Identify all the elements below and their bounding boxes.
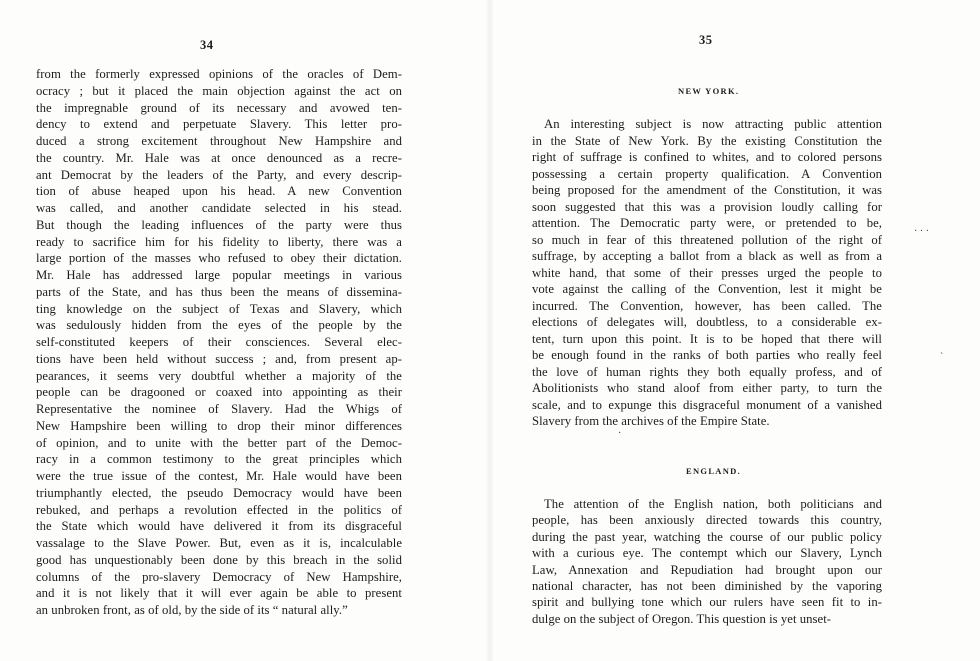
text-line: during the past year, watching the course of our public policy: [532, 529, 882, 544]
text-line: duced a strong excitement throughout New Hampshire and: [36, 134, 402, 148]
text-line: elections of delegates will, doubtless, to a considerable ex-: [532, 315, 882, 329]
text-line: triumphantly elected, the pseudo Democracy would have been: [36, 485, 402, 500]
text-line: from the formerly expressed opinions of the oracles of Dem-: [36, 67, 402, 81]
text-line: New Hampshire been willing to drop their minor differences: [36, 418, 402, 433]
text-line: dulge on the subject of Oregon. This question is yet unset-: [532, 611, 832, 626]
ink-speck-mark: ·: [618, 428, 622, 439]
text-line: tion of abuse heaped upon his head. A new Convention: [36, 184, 402, 199]
text-line: suffrage, by accepting a ballot from a black as well as from a: [532, 249, 882, 263]
text-line: the impregnable ground of its necessary and avowed ten-: [36, 100, 402, 115]
text-line: self-constituted keepers of their consciences. Several elec-: [36, 335, 402, 349]
text-line: the country. Mr. Hale was at once denounced as a recre-: [36, 150, 402, 165]
text-line: An interesting subject is now attracting public attention: [544, 117, 882, 131]
text-line: Slavery from the archives of the Empire State.: [532, 414, 770, 428]
text-line: ant Democrat by the leaders of the Party, and every descrip-: [36, 167, 402, 182]
text-line: Representative the nominee of Slavery. Had the Whigs of: [36, 402, 402, 416]
text-line: spirit and bullying tone which our rulers have seen fit to in-: [532, 595, 882, 610]
text-line: and it is not likely that it will ever again be able to present: [36, 586, 402, 601]
text-line: tent, turn upon this point. It is to be hoped that there will: [532, 331, 882, 346]
text-line: Law, Annexation and Repudiation had brought upon our: [532, 562, 882, 577]
text-line: scale, and to expunge this disgraceful monument of a vanished: [532, 397, 882, 412]
page-number: 35: [699, 33, 713, 47]
text-line: parts of the State, and has thus been the means of dissemina-: [36, 284, 402, 299]
text-line: attention. The Democratic party were, or pretended to be,: [532, 216, 882, 230]
text-line: good has unquestionably been done by this breach in the solid: [36, 552, 402, 567]
text-line: so much in fear of this threatened pollution of the right of: [532, 232, 882, 247]
text-line: Mr. Hale has addressed large popular meetings in various: [36, 268, 402, 282]
text-line: white hand, that some of their presses urged the people to: [532, 265, 882, 280]
text-line: national character, has not been diminished by the vaporing: [532, 579, 882, 593]
ink-speck-mark: · · ·: [914, 226, 929, 237]
text-line: ready to sacrifice him for his fidelity to liberty, there was a: [36, 234, 402, 249]
text-line: people, has been anxiously directed towards this country,: [532, 513, 882, 528]
text-line: of opinion, and to unite with the better part of the Democ-: [36, 435, 402, 450]
text-line: Abolitionists who stand aloof from either party, to turn the: [532, 381, 882, 395]
text-line: was sedulously hidden from the eyes of the people by the: [36, 318, 402, 333]
text-line: large portion of the masses who refused to obey their dictation.: [36, 251, 402, 266]
text-line: pearances, it seems very doubtful whether a majority of the: [36, 368, 402, 383]
text-line: But though the leading influences of the party were thus: [36, 217, 402, 232]
text-line: was called, and another candidate selected in his stead.: [36, 201, 402, 215]
right-page: [490, 0, 980, 661]
text-line: right of suffrage is confined to whites, and to colored persons: [532, 150, 882, 164]
text-line: incurred. The Convention, however, has been called. The: [532, 298, 882, 313]
section-heading-england: ENGLAND.: [686, 466, 742, 476]
text-line: being proposed for the amendment of the Constitution, it was: [532, 183, 882, 197]
text-line: ocracy ; but it placed the main objection against the act on: [36, 83, 402, 98]
text-line: an unbroken front, as of old, by the side of its “ natural ally.”: [36, 603, 348, 617]
text-line: The attention of the English nation, both politicians and: [544, 497, 882, 511]
text-line: the love of human rights they both equally profess, and of: [532, 364, 882, 379]
section-heading-new-york: NEW YORK.: [678, 86, 740, 96]
text-line: in the State of New York. By the existing Constitution the: [532, 133, 882, 148]
text-line: vote against the calling of the Convention, lest it might be: [532, 282, 882, 296]
text-line: vassalage to the Slave Power. But, even as it is, incalculable: [36, 536, 402, 550]
text-line: racy in a common testimony to the great principles which: [36, 452, 402, 467]
text-line: soon suggested that this was a provision loudly calling for: [532, 199, 882, 214]
text-line: dency to extend and perpetuate Slavery. This letter pro-: [36, 117, 402, 132]
text-line: be enough found in the ranks of both parties who really feel: [532, 348, 882, 362]
text-line: with a curious eye. The contempt which our Slavery, Lynch: [532, 546, 882, 561]
text-line: ting knowledge on the subject of Texas and Slavery, which: [36, 301, 402, 316]
text-line: tions have been held without success ; and, from present ap-: [36, 351, 402, 366]
text-line: the State which would have delivered it from its disgraceful: [36, 519, 402, 534]
text-line: rebuked, and perhaps a revolution effected in the politics of: [36, 502, 402, 517]
text-line: possessing a certain property qualification. A Convention: [532, 166, 882, 181]
text-line: were the true issue of the contest, Mr. Hale would have been: [36, 469, 402, 483]
text-line: people can be dragooned or coaxed into appointing as their: [36, 385, 402, 400]
text-line: columns of the pro-slavery Democracy of New Hampshire,: [36, 569, 402, 584]
page-number: 34: [200, 38, 214, 52]
ink-speck-mark: `: [940, 352, 944, 363]
